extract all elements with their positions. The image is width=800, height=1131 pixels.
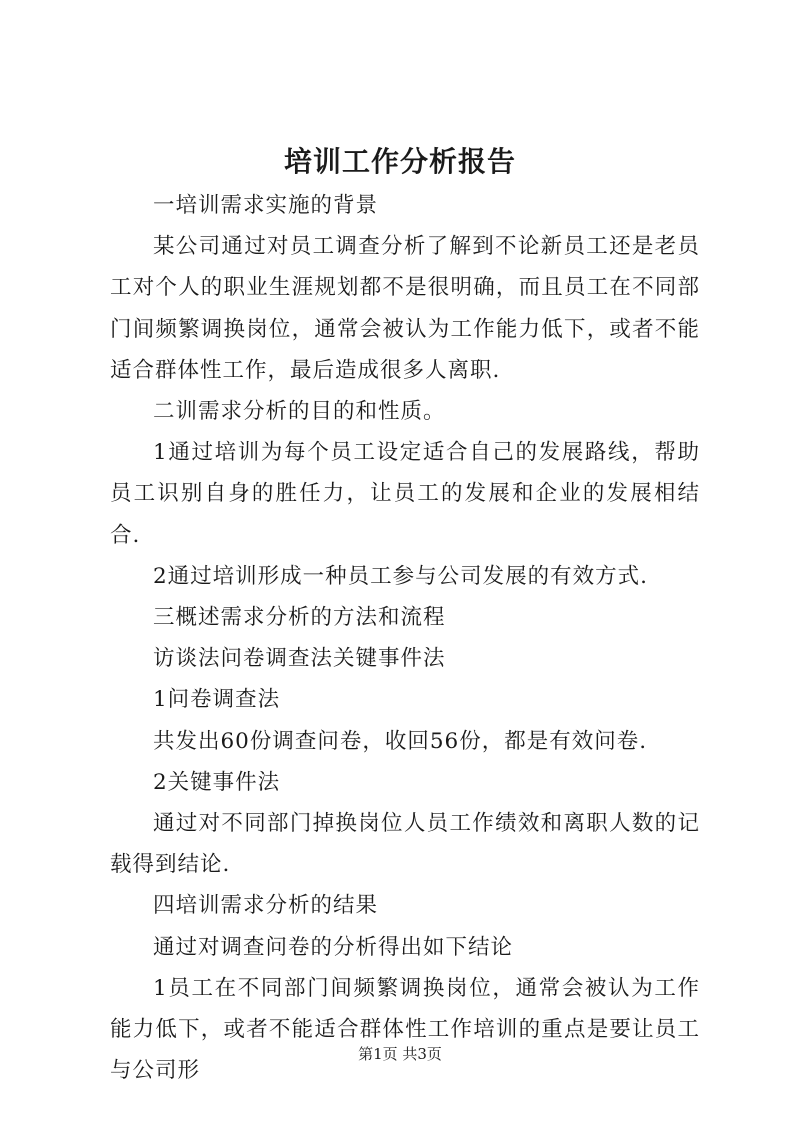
section-heading-results: 四培训需求分析的结果 [153, 893, 379, 919]
paragraph-purpose-2: 2通过培训形成一种员工参与公司发展的有效方式. [153, 563, 649, 589]
section-heading-methods: 三概述需求分析的方法和流程 [153, 605, 446, 631]
paragraph-questionnaire: 共发出60份调查问卷，收回56份，都是有效问卷. [153, 728, 648, 754]
page-footer: 第1页 共3页 [358, 1045, 442, 1063]
paragraph-key-events: 通过对不同部门掉换岗位人员工作绩效和离职人数的记载得到结论. [110, 811, 700, 878]
page-title: 培训工作分析报告 [283, 145, 516, 178]
paragraph-methods-list: 访谈法问卷调查法关键事件法 [153, 646, 446, 672]
paragraph-results-intro: 通过对调查问卷的分析得出如下结论 [153, 934, 514, 960]
section-heading-purpose: 二训需求分析的目的和性质。 [153, 399, 446, 425]
paragraph-purpose-1: 1通过培训为每个员工设定适合自己的发展路线，帮助员工识别自身的胜任力，让员工的发展和企业的发展相结合. [110, 440, 700, 548]
paragraph-results-1: 1员工在不同部门间频繁调换岗位，通常会被认为工作能力低下，或者不能适合群体性工作培训的重点是要让员工与公司形 [110, 975, 700, 1084]
section-heading-background: 一培训需求实施的背景 [153, 193, 379, 218]
subheading-questionnaire: 1问卷调查法 [153, 687, 281, 713]
document-body [110, 185, 700, 1091]
paragraph-background: 某公司通过对员工调查分析了解到不论新员工还是老员工对个人的职业生涯规划都不是很明确，而且员工在不同部门间频繁调换岗位，通常会被认为工作能力低下，或者不能适合群体性工作，最后造成很多人离职. [110, 234, 700, 383]
subheading-key-events: 2关键事件法 [153, 769, 281, 795]
